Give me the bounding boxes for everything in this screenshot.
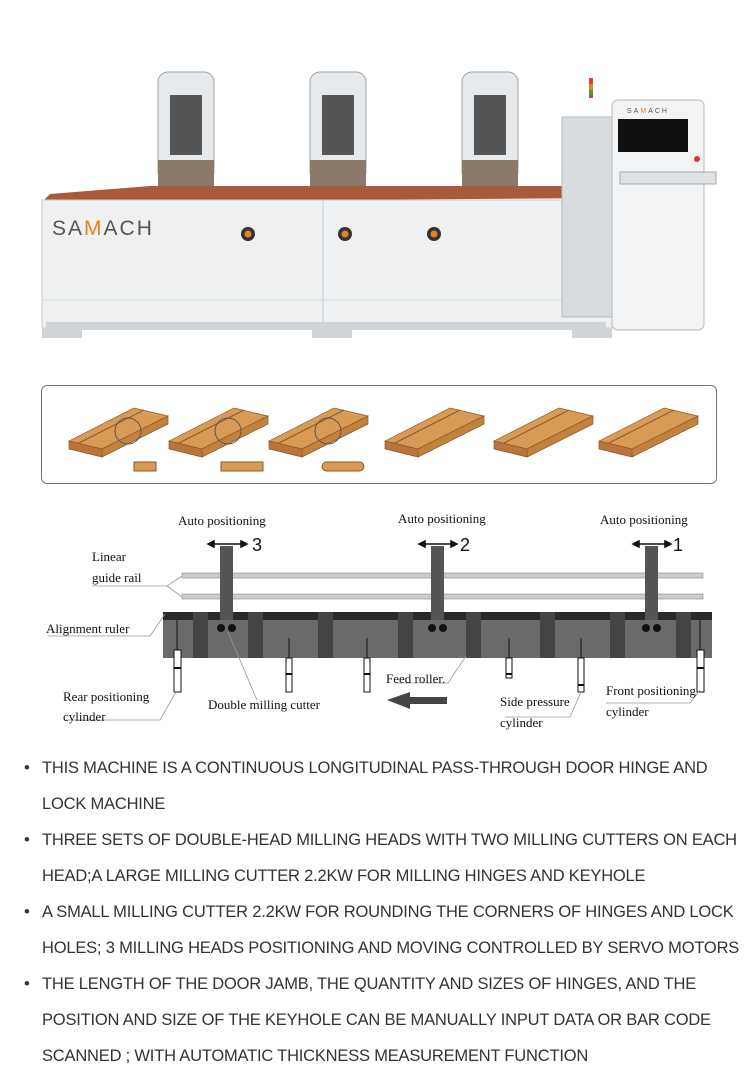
label-rear-cylinder-1: Rear positioning bbox=[63, 689, 150, 704]
door-profile-5 bbox=[494, 408, 593, 457]
label-front-cylinder-2: cylinder bbox=[606, 704, 649, 719]
door-profile-4 bbox=[385, 408, 484, 457]
machine-photo bbox=[0, 60, 750, 350]
machine-schematic bbox=[0, 500, 750, 740]
feature-item: • THE LENGTH OF THE DOOR JAMB, THE QUANTITY AND SIZES OF HINGES, AND THE POSITION AND SIZE OF THE KEYHOLE CAN BE MANUALLY INPUT DATA OR BAR CODE SCANNED ; WITH AUTOMATIC THICKNESS MEASUREMENT FUNCTION bbox=[22, 966, 742, 1074]
brand-logo: SAMACH bbox=[52, 217, 154, 240]
feature-list bbox=[22, 750, 742, 1074]
door-profile-examples bbox=[41, 385, 717, 484]
label-side-pressure-1: Side pressure bbox=[500, 694, 570, 709]
label-feed-roller: Feed roller. bbox=[386, 671, 446, 686]
label-rear-cylinder-2: cylinder bbox=[63, 709, 106, 724]
label-linear-guide-rail-2: guide rail bbox=[92, 570, 142, 585]
label-front-cylinder-1: Front positioning bbox=[606, 683, 696, 698]
door-profile-3 bbox=[269, 408, 368, 471]
feature-item: • THIS MACHINE IS A CONTINUOUS LONGITUDINAL PASS-THROUGH DOOR HINGE AND LOCK MACHINE bbox=[22, 750, 742, 822]
label-alignment-ruler: Alignment ruler bbox=[46, 621, 130, 636]
milling-head-2 bbox=[310, 72, 366, 188]
auto-positioning-label-3: Auto positioning bbox=[178, 513, 266, 528]
door-profile-1 bbox=[69, 408, 168, 471]
head-number-3: 3 bbox=[252, 535, 263, 555]
svg-text:SAMACH: SAMACH bbox=[627, 108, 669, 115]
milling-head-1 bbox=[462, 72, 518, 188]
label-side-pressure-2: cylinder bbox=[500, 715, 543, 730]
door-profile-6 bbox=[599, 408, 698, 457]
head-number-1: 1 bbox=[673, 535, 684, 555]
label-double-milling-cutter: Double milling cutter bbox=[208, 697, 320, 712]
auto-positioning-label-2: Auto positioning bbox=[398, 511, 486, 526]
milling-head-3 bbox=[158, 72, 214, 188]
door-profile-2 bbox=[169, 408, 268, 471]
feature-item: • A SMALL MILLING CUTTER 2.2KW FOR ROUNDING THE CORNERS OF HINGES AND LOCK HOLES; 3 MILLING HEADS POSITIONING AND MOVING CONTROLLED BY SERVO MOTORS bbox=[22, 894, 742, 966]
feed-direction-arrow bbox=[387, 692, 447, 709]
auto-positioning-label-1: Auto positioning bbox=[600, 512, 688, 527]
feature-item: • THREE SETS OF DOUBLE-HEAD MILLING HEADS WITH TWO MILLING CUTTERS ON EACH HEAD;A LARGE MILLING CUTTER 2.2KW FOR MILLING HINGES AND KEYHOLE bbox=[22, 822, 742, 894]
head-number-2: 2 bbox=[460, 535, 471, 555]
milling-heads bbox=[220, 546, 658, 620]
label-linear-guide-rail-1: Linear bbox=[92, 549, 126, 564]
